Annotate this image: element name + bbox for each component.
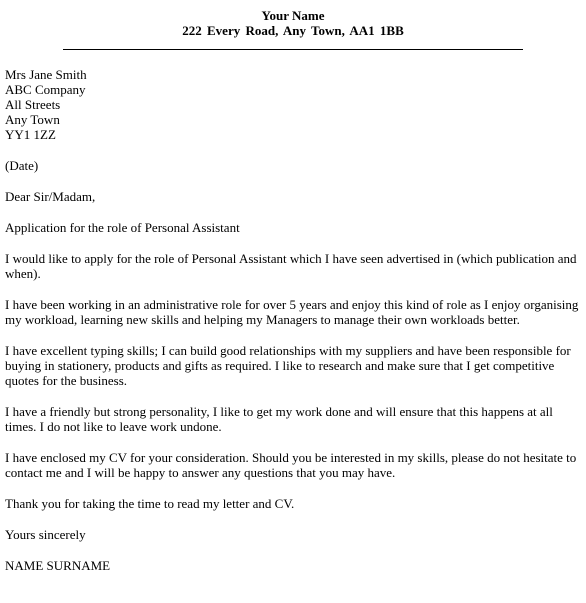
salutation: Dear Sir/Madam, bbox=[5, 189, 96, 204]
recipient-address bbox=[5, 67, 579, 142]
header-divider bbox=[63, 49, 523, 50]
sender-address: 222 Every Road, Any Town, AA1 1BB bbox=[182, 23, 404, 38]
paragraph: Thank you for taking the time to read my letter and CV. bbox=[5, 496, 295, 511]
closing: Yours sincerely bbox=[5, 527, 86, 542]
recipient-line: ABC Company bbox=[5, 82, 86, 97]
letter-date: (Date) bbox=[5, 158, 39, 173]
subject-line: Application for the role of Personal Assistant bbox=[5, 220, 240, 235]
paragraph: I have been working in an administrative role for over 5 years and enjoy this kind of role as I enjoy organising my workload, learning new skills and helping my Managers to manage their own workloads better. bbox=[5, 297, 579, 327]
recipient-line: Mrs Jane Smith bbox=[5, 67, 87, 82]
signature-name: NAME SURNAME bbox=[5, 558, 111, 573]
recipient-line: YY1 1ZZ bbox=[5, 127, 56, 142]
letter-body bbox=[5, 67, 579, 573]
paragraph: I would like to apply for the role of Personal Assistant which I have seen advertised in (which publication and when). bbox=[5, 251, 577, 281]
recipient-line: Any Town bbox=[5, 112, 60, 127]
paragraph: I have excellent typing skills; I can build good relationships with my suppliers and have been responsible for buying in stationery, products and gifts as required. I like to research and make sure that I get competitive quotes for the business. bbox=[5, 343, 571, 388]
paragraph: I have a friendly but strong personality, I like to get my work done and will ensure that this happens at all times. I do not like to leave work undone. bbox=[5, 404, 553, 434]
paragraph: I have enclosed my CV for your consideration. Should you be interested in my skills, please do not hesitate to contact me and I will be happy to answer any questions that you may have. bbox=[5, 450, 577, 480]
recipient-line: All Streets bbox=[5, 97, 61, 112]
sender-name: Your Name bbox=[261, 8, 325, 23]
